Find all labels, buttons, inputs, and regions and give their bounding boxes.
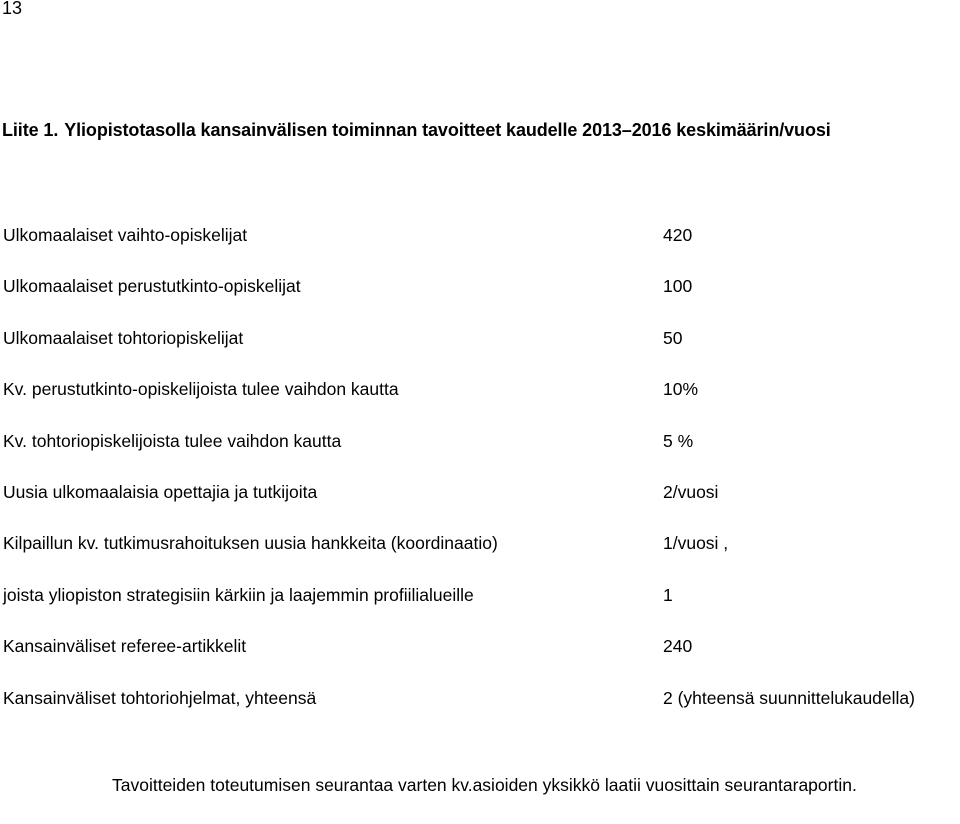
target-row [3,636,960,687]
target-row [3,328,960,379]
target-row [3,225,960,276]
target-row [3,431,960,482]
target-label: joista yliopiston strategisiin kärkiin ja laajemmin profiilialueille [3,584,474,605]
targets-table [3,225,960,739]
target-row [3,533,960,584]
target-label: Uusia ulkomaalaisia opettajia ja tutkijoita [3,481,318,502]
target-value: 100 [663,276,693,297]
target-label: Kansainväliset referee-artikkelit [3,636,247,657]
target-label: Kilpaillun kv. tutkimusrahoituksen uusia hankkeita (koordinaatio) [3,533,498,554]
target-row [3,585,960,636]
target-row [3,688,960,739]
target-value: 1/vuosi , [663,533,729,554]
target-label: Ulkomaalaiset tohtoriopiskelijat [3,327,244,348]
target-row [3,379,960,430]
monitoring-note: Tavoitteiden toteutumisen seurantaa varten kv.asioiden yksikkö laatii vuosittain seurantaraportin. [112,775,857,795]
appendix-title: Yliopistotasolla kansainvälisen toiminnan tavoitteet kaudelle 2013–2016 keskimäärin/vuosi [64,120,831,140]
target-value: 240 [663,636,693,657]
target-value: 420 [663,225,693,245]
target-label: Kv. tohtoriopiskelijoista tulee vaihdon kautta [3,430,342,451]
target-label: Kansainväliset tohtoriohjelmat, yhteensä [3,687,317,708]
target-value: 50 [663,327,683,348]
target-label: Ulkomaalaiset perustutkinto-opiskelijat [3,276,301,297]
target-value: 10% [663,379,699,400]
target-label: Kv. perustutkinto-opiskelijoista tulee vaihdon kautta [3,379,399,400]
target-value: 2 (yhteensä suunnittelukaudella) [663,687,915,708]
page-number: 13 [2,0,23,18]
appendix-heading [2,120,831,141]
target-label: Ulkomaalaiset vaihto-opiskelijat [3,225,248,245]
target-value: 2/vuosi [663,481,719,502]
target-row [3,276,960,327]
target-value: 1 [663,584,673,605]
target-value: 5 % [663,430,694,451]
appendix-label: Liite 1. [2,120,59,140]
target-row [3,482,960,533]
